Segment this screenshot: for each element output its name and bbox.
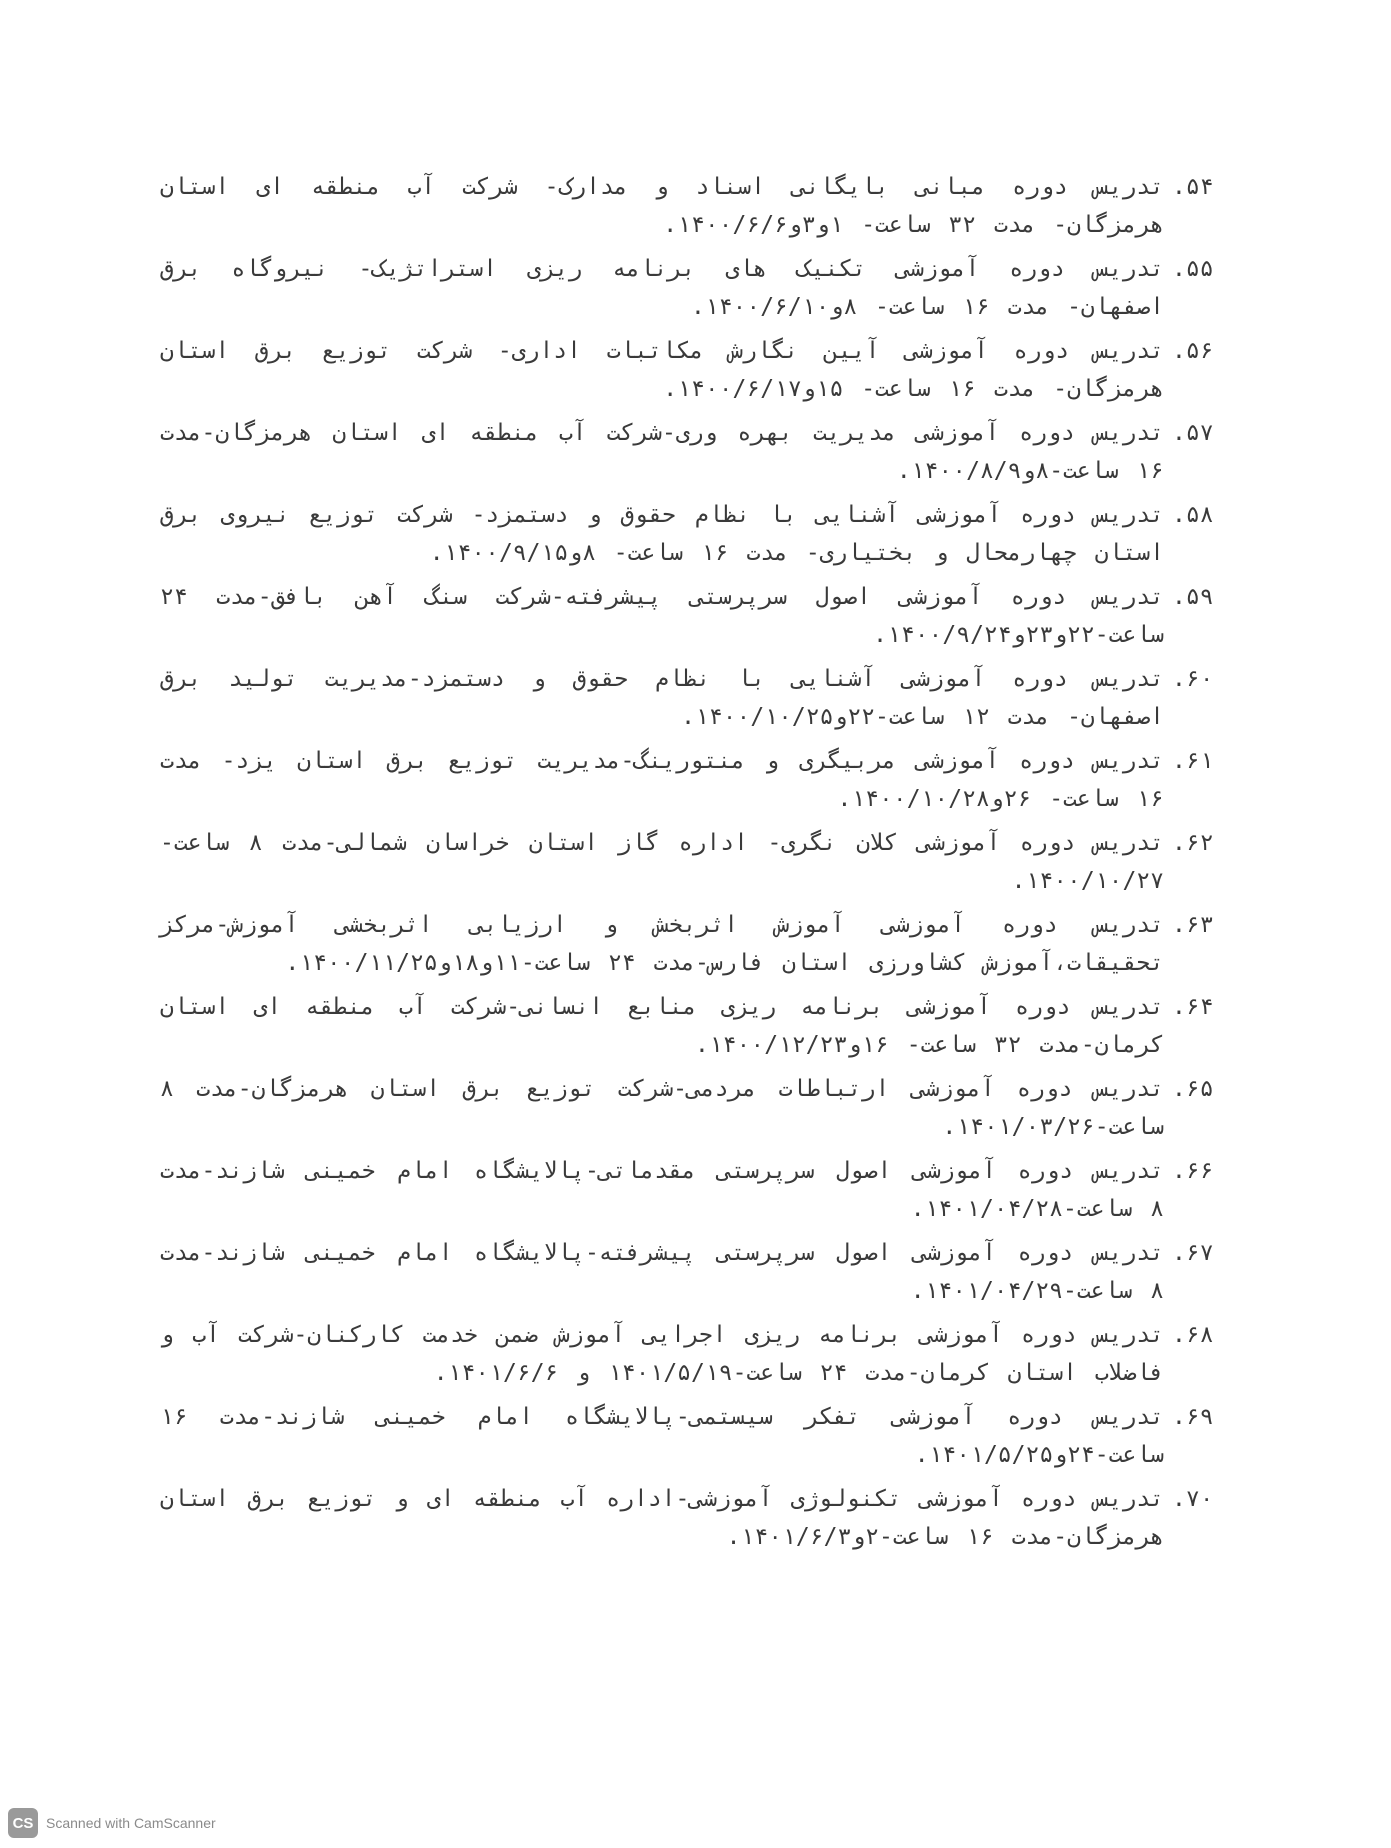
- list-item: [160, 660, 1220, 736]
- item-text: تدریس دوره آموزشی آشنایی با نظام حقوق و دستمزد- شرکت توزیع نیروی برق استان چهارمحال و بختیاری- مدت ۱۶ ساعت- ۸و۱۴۰۰/۹/۱۵.: [160, 502, 1164, 566]
- item-text: تدریس دوره آموزشی اصول سرپرستی پیشرفته-پالایشگاه امام خمینی شازند-مدت ۸ ساعت-۱۴۰۱/۰۴/۲۹.: [160, 1240, 1164, 1304]
- item-text: تدریس دوره آموزشی تکنیک های برنامه ریزی استراتژیک- نیروگاه برق اصفهان- مدت ۱۶ ساعت- ۸و۱۴۰۰/۶/۱۰.: [160, 256, 1164, 320]
- item-number: ۶۱.: [1172, 748, 1214, 774]
- item-number: ۶۵.: [1172, 1076, 1214, 1102]
- item-number: ۵۹.: [1172, 584, 1214, 610]
- camscanner-watermark: [8, 1808, 216, 1838]
- list-item: [160, 414, 1220, 490]
- item-number: ۵۵.: [1172, 256, 1214, 282]
- item-text: تدریس دوره آموزشی اصول سرپرستی پیشرفته-شرکت سنگ آهن بافق-مدت ۲۴ ساعت-۲۲و۲۳و۱۴۰۰/۹/۲۴.: [160, 584, 1164, 648]
- item-text: تدریس دوره آموزشی برنامه ریزی منابع انسانی-شرکت آب منطقه ای استان کرمان-مدت ۳۲ ساعت- ۱۶و۱۴۰۰/۱۲/۲۳.: [160, 994, 1164, 1058]
- list-item: [160, 1480, 1220, 1556]
- list-item: [160, 1070, 1220, 1146]
- item-text: تدریس دوره آموزشی برنامه ریزی اجرایی آموزش ضمن خدمت کارکنان-شرکت آب و فاضلاب استان کرمان-مدت ۲۴ ساعت-۱۴۰۱/۵/۱۹ و ۱۴۰۱/۶/۶.: [160, 1322, 1164, 1386]
- item-number: ۶۶.: [1172, 1158, 1214, 1184]
- item-number: ۶۴.: [1172, 994, 1214, 1020]
- item-text: تدریس دوره آموزشی اصول سرپرستی مقدماتی-پالایشگاه امام خمینی شازند-مدت ۸ ساعت-۱۴۰۱/۰۴/۲۸.: [160, 1158, 1164, 1222]
- list-item: [160, 742, 1220, 818]
- list-item: [160, 1398, 1220, 1474]
- item-number: ۶۲.: [1172, 830, 1214, 856]
- item-text: تدریس دوره آموزشی مدیریت بهره وری-شرکت آب منطقه ای استان هرمزگان-مدت ۱۶ ساعت-۸و۱۴۰۰/۸/۹.: [160, 420, 1164, 484]
- list-item: [160, 988, 1220, 1064]
- item-number: ۶۰.: [1172, 666, 1214, 692]
- item-text: تدریس دوره آموزشی آموزش اثربخش و ارزیابی اثربخشی آموزش-مرکز تحقیقات،آموزش کشاورزی استان فارس-مدت ۲۴ ساعت-۱۱و۱۸و۱۴۰۰/۱۱/۲۵.: [160, 912, 1164, 976]
- item-number: ۵۷.: [1172, 420, 1214, 446]
- list-item: [160, 1234, 1220, 1310]
- list-item: [160, 906, 1220, 982]
- item-text: تدریس دوره آموزشی آیین نگارش مکاتبات اداری- شرکت توزیع برق استان هرمزگان- مدت ۱۶ ساعت- ۱۵و۱۴۰۰/۶/۱۷.: [160, 338, 1164, 402]
- item-number: ۵۴.: [1172, 174, 1214, 200]
- item-number: ۵۶.: [1172, 338, 1214, 364]
- list-item: [160, 824, 1220, 900]
- item-number: ۶۷.: [1172, 1240, 1214, 1266]
- camscanner-logo-icon: CS: [8, 1808, 38, 1838]
- item-number: ۶۹.: [1172, 1404, 1214, 1430]
- watermark-label: Scanned with CamScanner: [46, 1815, 216, 1831]
- item-number: ۶۸.: [1172, 1322, 1214, 1348]
- item-number: ۵۸.: [1172, 502, 1214, 528]
- item-text: تدریس دوره آموزشی مربیگری و منتورینگ-مدیریت توزیع برق استان یزد- مدت ۱۶ ساعت- ۲۶و۱۴۰۰/۱۰/۲۸.: [160, 748, 1164, 812]
- item-text: تدریس دوره آموزشی آشنایی با نظام حقوق و دستمزد-مدیریت تولید برق اصفهان- مدت ۱۲ ساعت-۲۲و۱۴۰۰/۱۰/۲۵.: [160, 666, 1164, 730]
- list-item: [160, 168, 1220, 244]
- teaching-courses-list: [160, 168, 1220, 1562]
- item-text: تدریس دوره آموزشی ارتباطات مردمی-شرکت توزیع برق استان هرمزگان-مدت ۸ ساعت-۱۴۰۱/۰۳/۲۶.: [160, 1076, 1164, 1140]
- list-item: [160, 250, 1220, 326]
- item-text: تدریس دوره آموزشی تفکر سیستمی-پالایشگاه امام خمینی شازند-مدت ۱۶ ساعت-۲۴و۱۴۰۱/۵/۲۵.: [160, 1404, 1164, 1468]
- item-number: ۷۰.: [1172, 1486, 1214, 1512]
- list-item: [160, 1316, 1220, 1392]
- list-item: [160, 578, 1220, 654]
- item-text: تدریس دوره آموزشی کلان نگری- اداره گاز استان خراسان شمالی-مدت ۸ ساعت- ۱۴۰۰/۱۰/۲۷.: [160, 830, 1164, 894]
- item-text: تدریس دوره مبانی بایگانی اسناد و مدارک- شرکت آب منطقه ای استان هرمزگان- مدت ۳۲ ساعت- ۱و۳و۱۴۰۰/۶/۶.: [160, 174, 1164, 238]
- list-item: [160, 1152, 1220, 1228]
- list-item: [160, 496, 1220, 572]
- item-text: تدریس دوره آموزشی تکنولوژی آموزشی-اداره آب منطقه ای و توزیع برق استان هرمزگان-مدت ۱۶ ساعت-۲و۱۴۰۱/۶/۳.: [160, 1486, 1164, 1550]
- list-item: [160, 332, 1220, 408]
- item-number: ۶۳.: [1172, 912, 1214, 938]
